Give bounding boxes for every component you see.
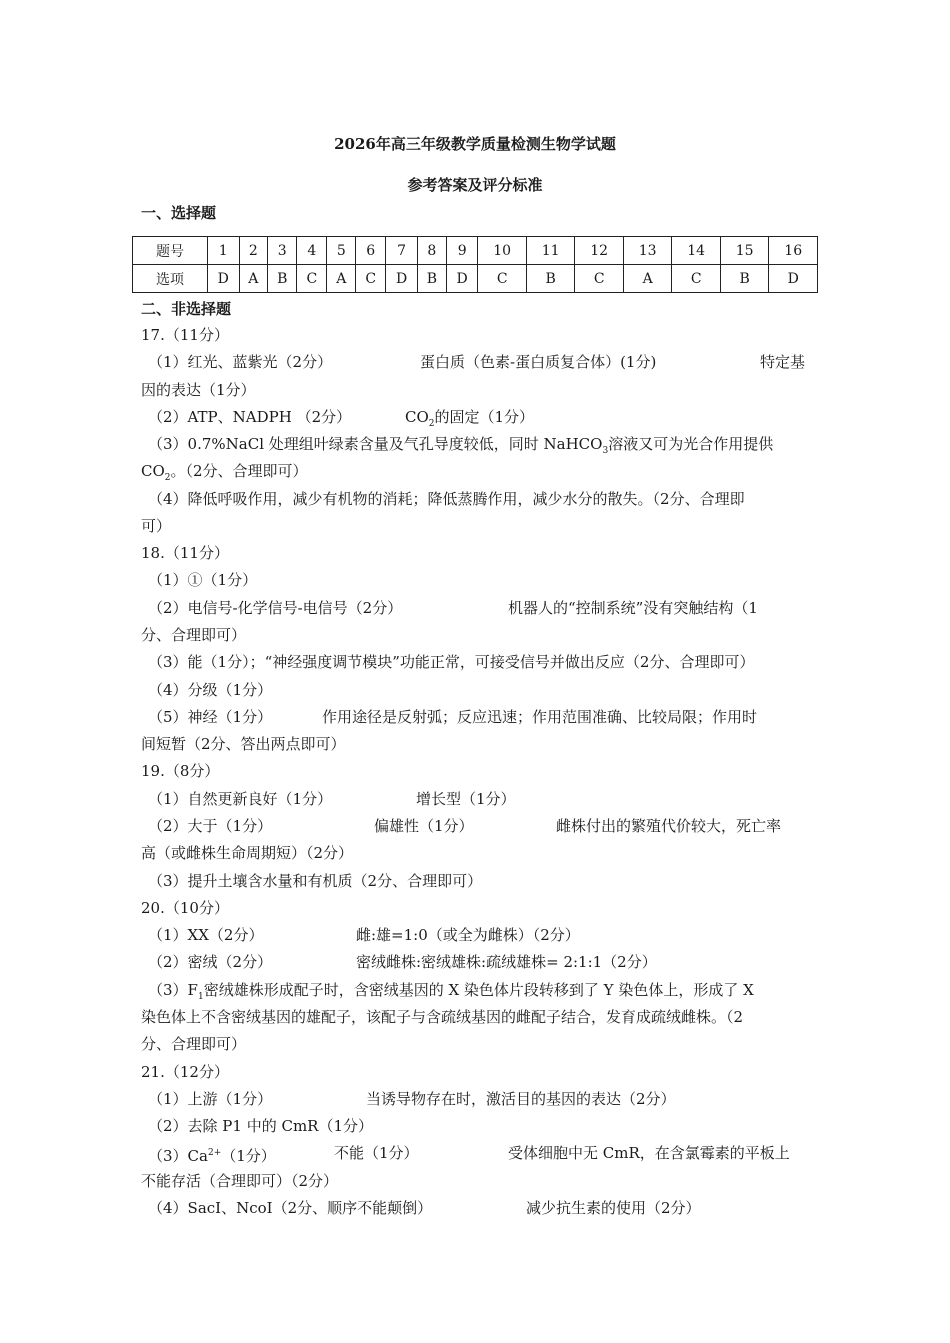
page-title: 2026年高三年级教学质量检测生物学试题: [334, 135, 616, 153]
table-cell-number: 9: [446, 237, 478, 265]
table-cell-answer: C: [478, 265, 527, 293]
q17-a4-line1: （4）降低呼吸作用，减少有机物的消耗；降低蒸腾作用，减少水分的散失。（2分、合理即: [148, 490, 745, 508]
q20-header: 20.（10分）: [141, 899, 229, 917]
q21-a3-cont: 不能存活（合理即可）（2分）: [141, 1172, 339, 1190]
section-heading-choice: 一、选择题: [141, 204, 217, 222]
table-cell-number: 15: [720, 237, 769, 265]
answer-table: [132, 236, 818, 293]
table-cell-number: 2: [239, 237, 268, 265]
q21-a4-part2: 减少抗生素的使用（2分）: [526, 1199, 701, 1217]
table-cell-answer: B: [720, 265, 769, 293]
table-cell-answer: D: [386, 265, 418, 293]
q18-a5-part2: 作用途径是反射弧；反应迅速；作用范围准确、比较局限；作用时: [322, 708, 758, 726]
q18-header: 18.（11分）: [141, 544, 229, 562]
table-cell-answer: B: [268, 265, 297, 293]
q21-a4-part1: （4）SacI、NcoI（2分、顺序不能颠倒）: [148, 1199, 433, 1217]
q18-a2-cont: 分、合理即可）: [141, 626, 247, 644]
q17-a4-line2: 可）: [141, 517, 172, 535]
q19-a2-part1: （2）大于（1分）: [148, 817, 273, 835]
table-cell-answer: B: [526, 265, 575, 293]
q20-a3-line2: 染色体上不含密绒基因的雄配子，该配子与含疏绒基因的雌配子结合，发育成疏绒雌株。（2: [141, 1008, 744, 1026]
q17-a3-line2: $CO_2$。（2分、合理即可）: [141, 462, 308, 483]
q19-a2-part2: 偏雄性（1分）: [374, 817, 474, 835]
table-cell-number: 3: [268, 237, 297, 265]
q18-a2-part2: 机器人的“控制系统”没有突触结构（1: [508, 599, 758, 617]
q17-a2-part1: （2）ATP、NADPH （2分）: [148, 408, 352, 426]
table-cell-answer: A: [239, 265, 268, 293]
table-cell-answer: D: [446, 265, 478, 293]
table-row-answers: [133, 265, 818, 293]
table-cell-answer: C: [297, 265, 327, 293]
q19-a3: （3）提升土壤含水量和有机质（2分、合理即可）: [148, 872, 483, 890]
q18-a5-cont: 间短暂（2分、答出两点即可）: [141, 735, 346, 753]
q21-header: 21.（12分）: [141, 1063, 229, 1081]
q19-a2-part3: 雌株付出的繁殖代价较大，死亡率: [556, 817, 782, 835]
q17-a1-part1: （1）红光、蓝紫光（2分）: [148, 353, 333, 371]
table-cell-number: 12: [575, 237, 624, 265]
table-cell-answer: A: [623, 265, 672, 293]
table-cell-number: 5: [327, 237, 356, 265]
q18-a3: （3）能（1分）；“神经强度调节模块”功能正常，可接受信号并做出反应（2分、合理即可）: [148, 653, 755, 671]
table-cell-answer: D: [769, 265, 818, 293]
q21-a3-part1: $(3)Ca^{2+}(1$分）: [148, 1147, 276, 1165]
table-cell-number: 11: [526, 237, 575, 265]
table-row-numbers: [133, 237, 818, 265]
table-cell-number: 8: [417, 237, 446, 265]
page-subtitle: 参考答案及评分标准: [407, 176, 543, 194]
q17-a2-part2: $CO_2$的固定（1分）: [405, 408, 535, 429]
q20-a2-part1: （2）密绒（2分）: [148, 953, 273, 971]
q21-a2: （2）去除 P1 中的 CmR（1分）: [148, 1117, 374, 1135]
table-cell-number: 4: [297, 237, 327, 265]
table-cell-answer: C: [575, 265, 624, 293]
q21-a1-part2: 当诱导物存在时，激活目的基因的表达（2分）: [366, 1090, 676, 1108]
q17-header: 17.（11分）: [141, 326, 229, 344]
q21-a3-part2: 不能（1分）: [334, 1144, 419, 1162]
table-cell-number: 16: [769, 237, 818, 265]
q17-a1-cont: 因的表达（1分）: [141, 381, 256, 399]
table-cell-answer: D: [208, 265, 240, 293]
table-cell-answer: B: [417, 265, 446, 293]
table-cell-number: 7: [386, 237, 418, 265]
q20-a2-part2: 密绒雌株:密绒雄株:疏绒雄株= 2:1:1（2分）: [356, 953, 657, 971]
q21-a3-part3: 受体细胞中无 CmR，在含氯霉素的平板上: [508, 1144, 790, 1162]
q21-a1-part1: （1）上游（1分）: [148, 1090, 273, 1108]
q18-a4: （4）分级（1分）: [148, 681, 273, 699]
q19-header: 19.（8分）: [141, 762, 220, 780]
q19-a1-part2: 增长型（1分）: [416, 790, 516, 808]
table-header-number: 题号: [133, 237, 208, 265]
q17-a1-part2: 蛋白质（色素-蛋白质复合体）(1分): [420, 353, 657, 371]
q19-a1-part1: （1）自然更新良好（1分）: [148, 790, 333, 808]
q20-a3-line1: $(3)F_1$密绒雄株形成配子时，含密绒基因的 X 染色体片段转移到了 Y 染色体上，形成了 X: [148, 981, 754, 1002]
table-cell-answer: A: [327, 265, 356, 293]
section-heading-nonchoice: 二、非选择题: [141, 300, 232, 318]
table-cell-answer: C: [356, 265, 386, 293]
table-cell-number: 1: [208, 237, 240, 265]
table-cell-answer: C: [672, 265, 721, 293]
q17-a3-line1: （3）0.7%NaCl 处理组叶绿素含量及气孔导度较低，同时 NaHCO$_3$溶液又可为光合作用提供: [148, 435, 774, 456]
table-cell-number: 6: [356, 237, 386, 265]
q20-a1-part1: （1）XX（2分）: [148, 926, 264, 944]
table-cell-number: 10: [478, 237, 527, 265]
q20-a3-line3: 分、合理即可）: [141, 1035, 247, 1053]
q18-a1: （1）①（1分）: [148, 571, 258, 589]
table-header-answer: 选项: [133, 265, 208, 293]
q19-a2-cont: 高（或雌株生命周期短）（2分）: [141, 844, 354, 862]
table-cell-number: 13: [623, 237, 672, 265]
q18-a2-part1: （2）电信号-化学信号-电信号（2分）: [148, 599, 403, 617]
table-cell-number: 14: [672, 237, 721, 265]
q18-a5-part1: （5）神经（1分）: [148, 708, 273, 726]
q17-a1-part3: 特定基: [760, 353, 806, 371]
q20-a1-part2: 雌:雄=1:0（或全为雌株）（2分）: [356, 926, 580, 944]
